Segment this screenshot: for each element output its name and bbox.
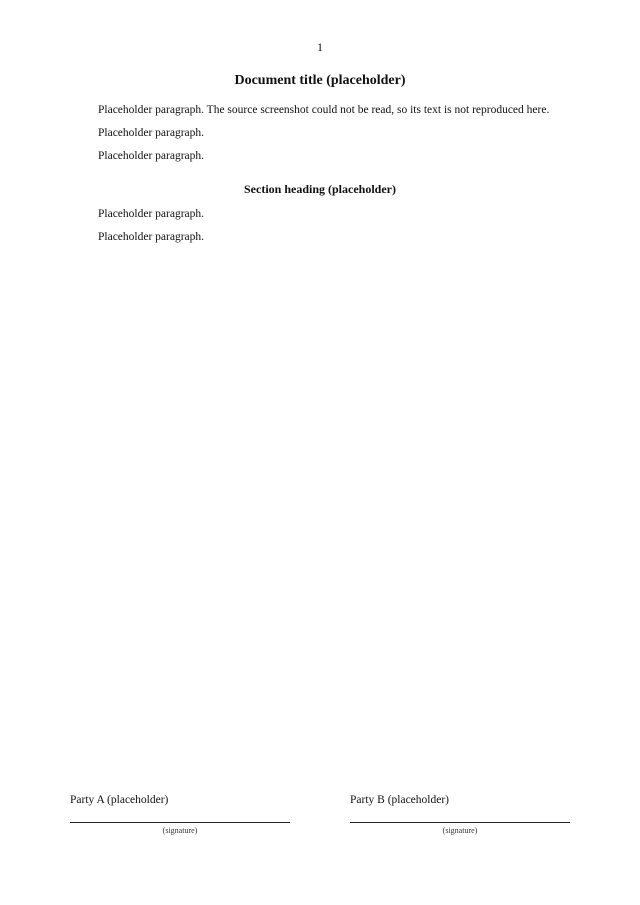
signature-left <box>70 794 290 835</box>
signature-left-label: Party A (placeholder) <box>70 794 169 806</box>
paragraph: Placeholder paragraph. <box>98 208 205 220</box>
signature-right-caption: (signature) <box>442 826 478 835</box>
paragraph: Placeholder paragraph. The source screenshot could not be read, so its text is not reproduced here. <box>98 104 550 116</box>
signature-right-line <box>350 806 570 823</box>
paragraph: Placeholder paragraph. <box>98 127 205 139</box>
signature-left-line <box>70 806 290 823</box>
document-title: Document title (placeholder) <box>234 73 406 88</box>
signature-right <box>350 794 570 835</box>
signature-right-label: Party B (placeholder) <box>350 794 449 806</box>
signature-block <box>70 794 570 835</box>
signature-left-caption: (signature) <box>162 826 198 835</box>
paragraph: Placeholder paragraph. <box>98 150 205 162</box>
section-heading: Section heading (placeholder) <box>244 182 396 196</box>
document-page <box>70 40 570 253</box>
page-number: 1 <box>317 40 323 54</box>
paragraph: Placeholder paragraph. <box>98 231 205 243</box>
